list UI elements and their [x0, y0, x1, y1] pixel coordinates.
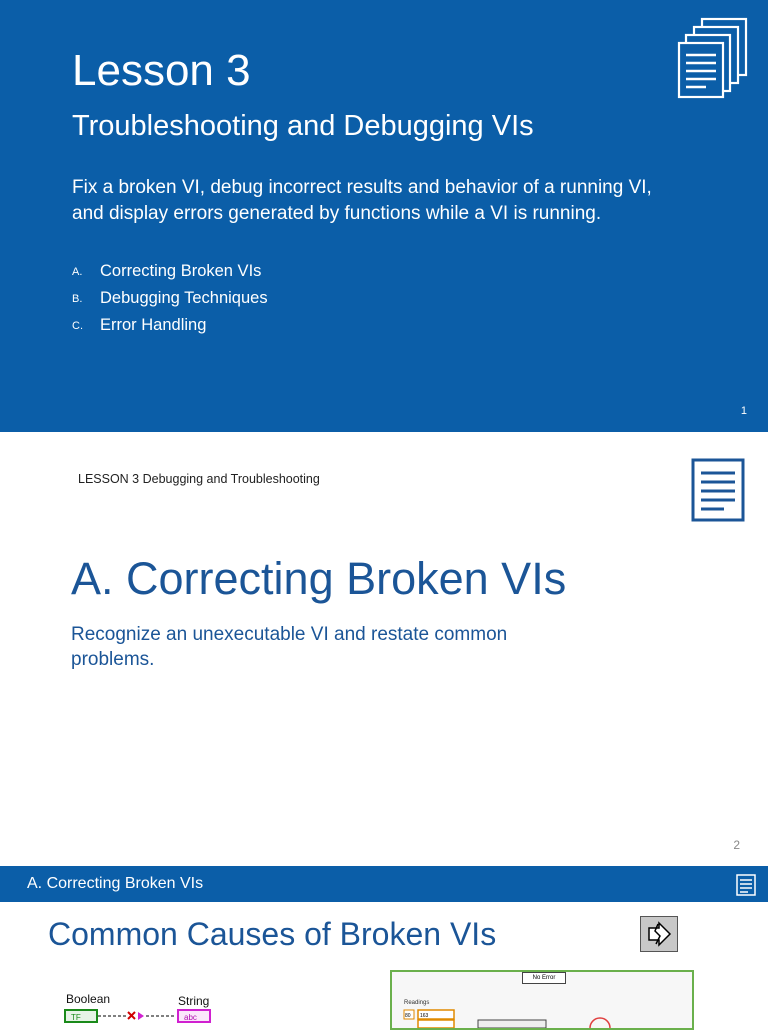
document-stack-icon	[674, 15, 754, 106]
section-description: Recognize an unexecutable VI and restate common problems.	[71, 624, 508, 670]
topic-letter: B.	[72, 293, 83, 305]
lesson-title: Lesson 3	[72, 46, 251, 95]
broken-wire-diagram	[64, 1006, 214, 1024]
lesson-description: Fix a broken VI, debug incorrect results and behavior of a running VI, and display errors generated by functions while a VI is running.	[72, 177, 652, 224]
topic-item	[72, 313, 268, 340]
slide-1	[0, 0, 768, 432]
topic-letter: C.	[72, 320, 83, 332]
slide-title: Common Causes of Broken VIs	[48, 916, 497, 952]
section-bar-title: A. Correcting Broken VIs	[27, 875, 204, 892]
boolean-terminal-text: TF	[71, 1013, 81, 1022]
topic-letter: A.	[72, 266, 83, 278]
topic-label: Correcting Broken VIs	[100, 262, 262, 280]
topic-label: Error Handling	[100, 316, 207, 334]
wire-arrow-icon	[138, 1012, 144, 1020]
topic-item	[72, 259, 268, 286]
readings-array	[402, 1008, 682, 1028]
broken-run-arrow-icon	[641, 917, 677, 951]
error-cluster: No Error	[522, 972, 566, 984]
topic-item	[72, 286, 268, 313]
section-title: A. Correcting Broken VIs	[71, 553, 567, 604]
document-icon	[690, 457, 746, 528]
boolean-label: Boolean	[66, 992, 111, 1006]
page-number: 2	[733, 838, 740, 852]
front-panel-preview	[390, 970, 694, 1030]
wire-break-x-icon	[128, 1012, 135, 1019]
topic-label: Debugging Techniques	[100, 289, 268, 307]
broken-run-button[interactable]	[640, 916, 678, 952]
readings-value: 163	[420, 1013, 429, 1019]
topic-list	[72, 259, 268, 340]
boolean-terminal	[65, 1010, 97, 1022]
lesson-subtitle: Troubleshooting and Debugging VIs	[72, 110, 534, 142]
page-number: 1	[740, 405, 747, 417]
string-label: String	[178, 994, 210, 1008]
string-terminal-text: abc	[184, 1013, 197, 1022]
readings-index: 80	[405, 1013, 411, 1019]
slide-header: LESSON 3 Debugging and Troubleshooting	[78, 472, 320, 486]
document-icon	[736, 874, 756, 901]
slide-2	[0, 432, 768, 866]
slide-3	[0, 866, 768, 1024]
readings-label: Readings	[404, 1000, 430, 1006]
section-bar	[0, 866, 768, 902]
